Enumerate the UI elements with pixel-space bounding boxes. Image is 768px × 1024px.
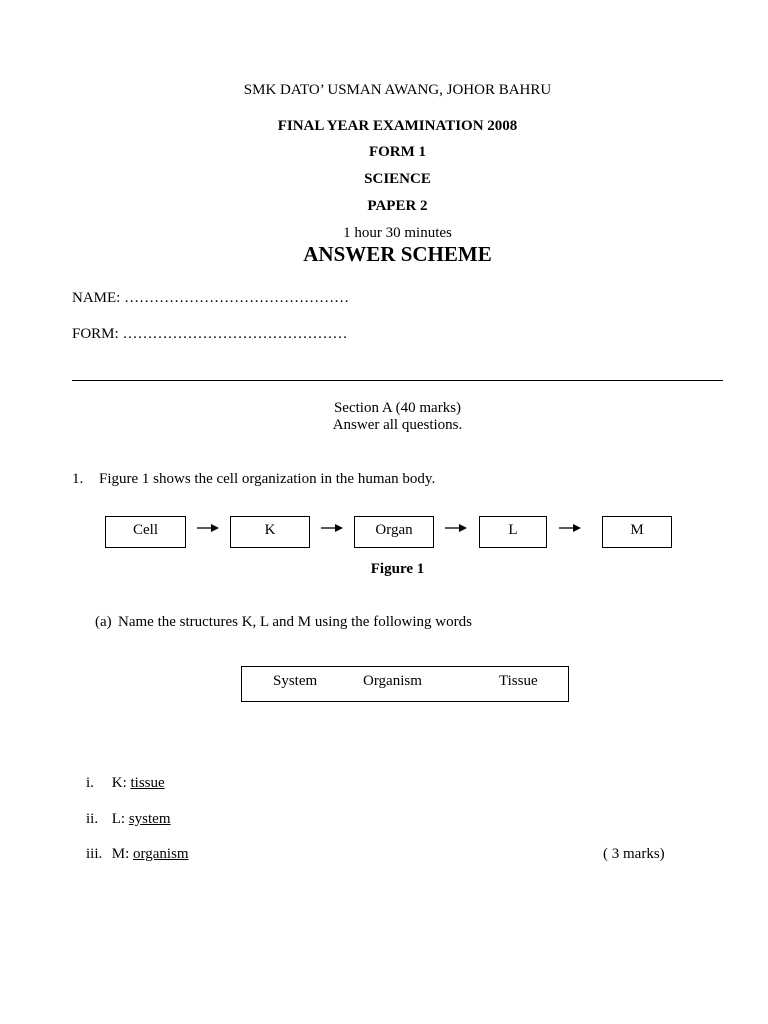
- answer-value: system: [128, 811, 171, 827]
- arrow-right-icon: [445, 522, 467, 534]
- name-dots: ………………………………………: [124, 290, 350, 306]
- divider: [72, 380, 723, 381]
- flow-box-l: L: [479, 516, 547, 548]
- word-system: System: [273, 673, 318, 689]
- answer-value: organism: [133, 846, 189, 862]
- answer-number: i.: [86, 775, 94, 791]
- figure-caption: Figure 1: [370, 561, 425, 577]
- arrow-right-icon: [197, 522, 219, 534]
- word-tissue: Tissue: [499, 673, 538, 689]
- answer-number: ii.: [86, 811, 99, 827]
- form-field: [72, 326, 347, 343]
- question-number: 1.: [72, 471, 84, 487]
- part-a-label: (a): [95, 614, 112, 630]
- flow-box-cell: Cell: [105, 516, 186, 548]
- arrow-right-icon: [321, 522, 343, 534]
- word-organism: Organism: [363, 673, 422, 689]
- answer-row: [86, 846, 189, 863]
- duration: 1 hour 30 minutes: [343, 225, 452, 241]
- answer-row: [86, 811, 171, 828]
- arrow-right-icon: [559, 522, 581, 534]
- subject-title: SCIENCE: [364, 171, 431, 187]
- marks-label: ( 3 marks): [603, 846, 665, 862]
- name-label: NAME:: [72, 290, 121, 306]
- section-title: Section A (40 marks): [333, 400, 462, 416]
- paper-title: PAPER 2: [367, 198, 428, 214]
- answer-label: K:: [111, 775, 127, 791]
- flow-box-organ: Organ: [354, 516, 434, 548]
- flow-box-k: K: [230, 516, 310, 548]
- exam-title: FINAL YEAR EXAMINATION 2008: [277, 118, 518, 134]
- answer-number: iii.: [86, 846, 103, 862]
- question-text: Figure 1 shows the cell organization in the human body.: [99, 471, 436, 487]
- answer-label: L:: [111, 811, 126, 827]
- part-a-text: Name the structures K, L and M using the following words: [118, 614, 472, 630]
- name-field: [72, 290, 349, 307]
- form-label: FORM:: [72, 326, 119, 342]
- form-title: FORM 1: [368, 144, 427, 160]
- form-dots: ………………………………………: [122, 326, 348, 342]
- section-instruction: Answer all questions.: [332, 417, 463, 433]
- answer-scheme-title: ANSWER SCHEME: [303, 242, 492, 266]
- answer-row: [86, 775, 165, 792]
- answer-label: M:: [111, 846, 130, 862]
- word-bank: [241, 666, 569, 702]
- flow-box-m: M: [602, 516, 672, 548]
- answer-value: tissue: [130, 775, 165, 791]
- school-name: SMK DATO’ USMAN AWANG, JOHOR BAHRU: [243, 82, 552, 98]
